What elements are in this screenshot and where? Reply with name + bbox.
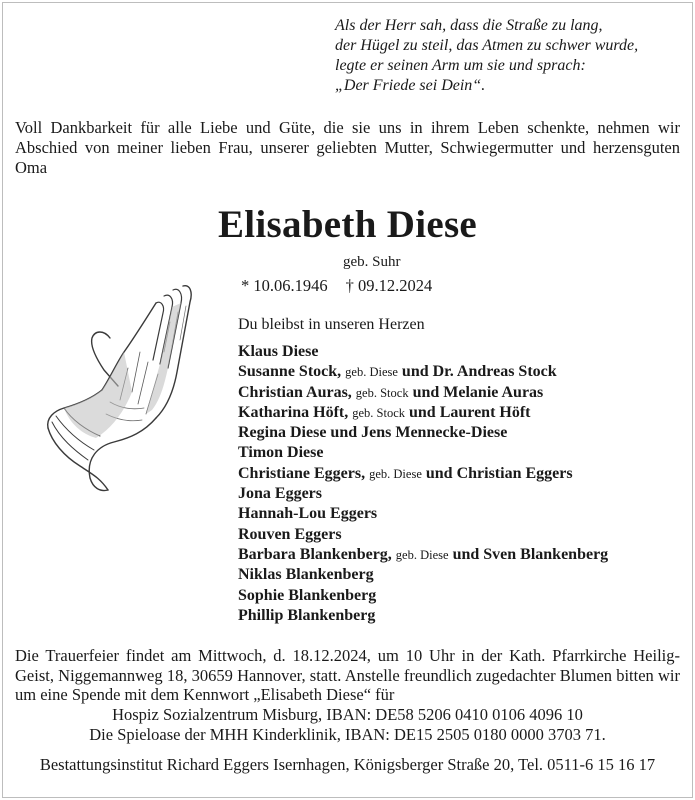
poem-line: legte er seinen Arm um sie und sprach:: [335, 57, 586, 74]
mourner-name: Barbara Blankenberg,: [238, 545, 392, 563]
mourner-row: [238, 525, 608, 545]
maiden-name: geb. Suhr: [343, 254, 401, 270]
poem-line: der Hügel zu steil, das Atmen zu schwer wurde,: [335, 37, 639, 54]
mourner-name: Susanne Stock,: [238, 363, 342, 381]
mourner-name: Christiane Eggers,: [238, 464, 366, 482]
mourner-row: [238, 484, 608, 504]
mourner-row: [238, 606, 608, 626]
mourner-name: Christian Auras,: [238, 383, 352, 401]
mourner-row: [238, 565, 608, 585]
mourner-row: [238, 403, 608, 423]
mourner-name: Sophie Blankenberg: [238, 586, 377, 604]
mourner-name: Niklas Blankenberg: [238, 566, 374, 584]
mourner-name: Rouven Eggers: [238, 525, 342, 543]
mourner-partner: und Sven Blankenberg: [452, 545, 609, 563]
mourner-partner: und Laurent Höft: [409, 403, 531, 421]
mourner-row: [238, 464, 608, 484]
mourner-row: [238, 586, 608, 606]
mourner-maiden-note: geb. Diese: [395, 547, 449, 562]
deceased-name: Elisabeth Diese: [217, 203, 478, 246]
mourner-row: [238, 383, 608, 403]
life-dates: [241, 276, 432, 296]
poem-line: „Der Friede sei Dein“.: [335, 77, 486, 94]
mourner-partner: und Christian Eggers: [425, 464, 573, 482]
donation-line: Hospiz Sozialzentrum Misburg, IBAN: DE58 5206 0410 0106 4096 10: [112, 705, 583, 724]
funeral-home-footer: Bestattungsinstitut Richard Eggers Isernhagen, Königsberger Straße 20, Tel. 0511-6 15 16 17: [39, 755, 656, 774]
mourner-maiden-note: geb. Diese: [369, 466, 422, 481]
mourner-name: Klaus Diese: [238, 343, 319, 360]
mourner-name: Phillip Blankenberg: [238, 606, 376, 624]
death-date: † 09.12.2024: [345, 276, 433, 295]
mourner-name: Jona Eggers: [238, 485, 322, 503]
mourners-list: [238, 342, 608, 626]
poem-line: Als der Herr sah, dass die Straße zu lang,: [335, 17, 603, 34]
mourner-name: Regina Diese und Jens Mennecke-Diese: [238, 424, 508, 442]
mourner-row: [238, 342, 608, 362]
mourner-name: Timon Diese: [238, 444, 324, 462]
mourner-row: [238, 504, 608, 524]
mourner-row: [238, 443, 608, 463]
mourner-row: [238, 423, 608, 443]
praying-hands-icon: [40, 282, 200, 496]
mourner-name: Hannah-Lou Eggers: [238, 505, 378, 523]
mourner-name: Katharina Höft,: [238, 403, 349, 421]
poem: [335, 16, 638, 96]
service-announcement: Die Trauerfeier findet am Mittwoch, d. 18.12.2024, um 10 Uhr in der Kath. Pfarrkirche Heilig-Geist, Niggemannweg 18, 30659 Hannover, statt. Anstelle freundlich zugedachter Blumen bitten wir um eine Spende mit dem Kennwort „Elisabeth Diese“ für: [15, 646, 680, 704]
mourner-maiden-note: geb. Stock: [352, 405, 405, 420]
intro-text: Voll Dankbarkeit für alle Liebe und Güte, die sie uns in ihrem Leben schenkte, nehmen wir Abschied von meiner lieben Frau, unserer geliebten Mutter, Schwiegermutter und herzensguten Oma: [15, 118, 680, 177]
mourner-row: [238, 362, 608, 382]
mourner-maiden-note: geb. Diese: [345, 365, 398, 380]
motto: Du bleibst in unseren Herzen: [238, 316, 425, 333]
mourner-maiden-note: geb. Stock: [355, 385, 409, 400]
mourner-partner: und Dr. Andreas Stock: [401, 363, 557, 381]
donation-line: Die Spieloase der MHH Kinderklinik, IBAN: DE15 2505 0180 0000 3703 71.: [89, 725, 606, 744]
birth-date: * 10.06.1946: [241, 276, 328, 295]
mourner-row: [238, 545, 608, 565]
mourner-partner: und Melanie Auras: [412, 383, 544, 401]
